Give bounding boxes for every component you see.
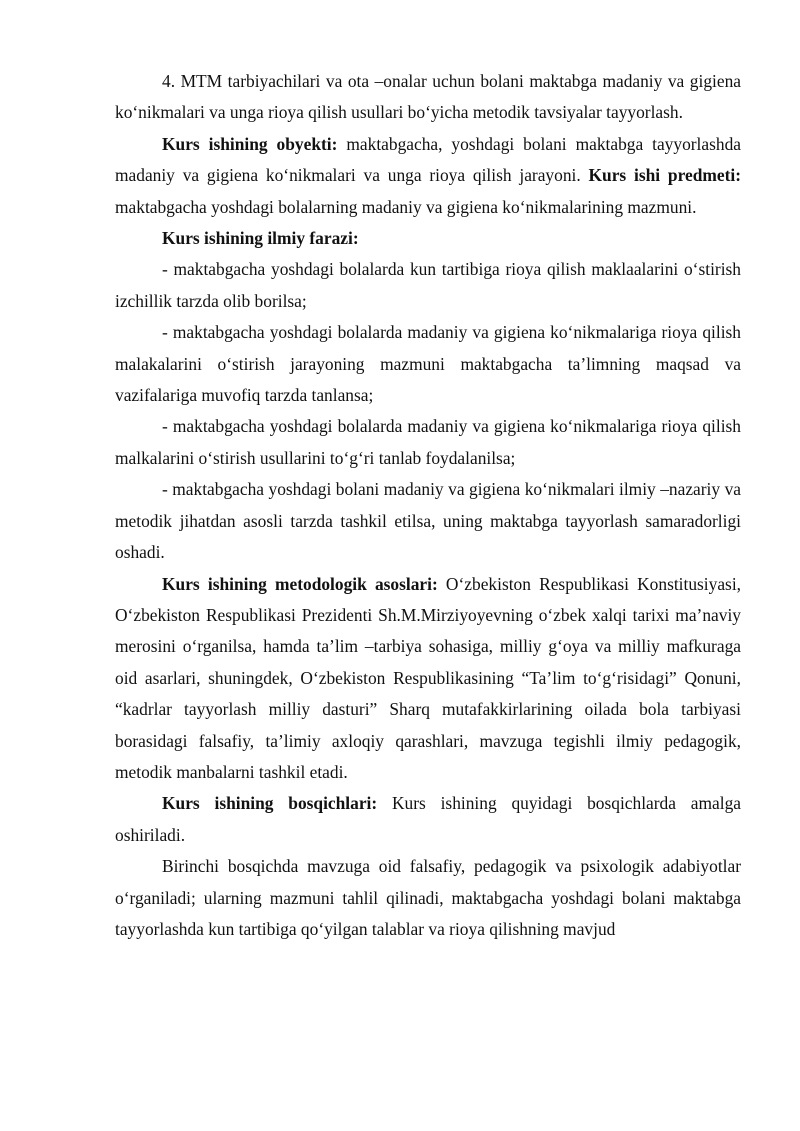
hypothesis-4-text: - maktabgacha yoshdagi bolani madaniy va gigiena ko‘nikmalari ilmiy –nazariy va metodik jihatdan asosli tarzda tashkil etilsa, uning maktabga tayyorlash samaradorligi oshadi. bbox=[115, 479, 741, 563]
paragraph-first-stage bbox=[115, 851, 741, 945]
paragraph-hypothesis-3 bbox=[115, 411, 741, 474]
paragraph-hypothesis-4 bbox=[115, 474, 741, 568]
paragraph-hypothesis-1 bbox=[115, 254, 741, 317]
hypothesis-1-text: - maktabgacha yoshdagi bolalarda kun tartibiga rioya qilish maklaalarini o‘stirish izchillik tarzda olib borilsa; bbox=[115, 259, 741, 311]
first-stage-text: Birinchi bosqichda mavzuga oid falsafiy, pedagogik va psixologik adabiyotlar o‘rganiladi; ularning mazmuni tahlil qilinadi, maktabgacha yoshdagi bolani maktabga tayyorlashda kun tartibiga qo‘yilgan talablar va rioya qilishning mavjud bbox=[115, 856, 741, 939]
methodology-label: Kurs ishining metodologik asoslari: bbox=[162, 573, 438, 594]
document-page bbox=[115, 66, 741, 945]
hypothesis-3-text: - maktabgacha yoshdagi bolalarda madaniy va gigiena ko‘nikmalariga rioya qilish malkalarini o‘stirish usullarini to‘g‘ri tanlab foydalanilsa; bbox=[115, 416, 741, 468]
paragraph-methodology bbox=[115, 569, 741, 789]
subject-text: maktabgacha yoshdagi bolalarning madaniy va gigiena ko‘nikmalarining mazmuni. bbox=[115, 196, 697, 217]
subject-label: Kurs ishi predmeti: bbox=[588, 165, 741, 186]
stages-text: Kurs ishining quyidagi bosqichlarda amalga oshiriladi. bbox=[115, 793, 741, 845]
object-text: maktabgacha, yoshdagi bolani maktabga tayyorlashda madaniy va gigiena ko‘nikmalari va unga rioya qilish jarayoni. bbox=[115, 133, 741, 186]
paragraph-object-subject bbox=[115, 129, 741, 223]
object-label: Kurs ishining obyekti: bbox=[162, 133, 338, 154]
hypothesis-2-text: - maktabgacha yoshdagi bolalarda madaniy va gigiena ko‘nikmalariga rioya qilish malakalarini o‘stirish jarayoning mazmuni maktabgacha ta’limning maqsad va vazifalariga muvofiq tarzda tanlansa; bbox=[115, 322, 741, 406]
task-4-text: 4. MTM tarbiyachilari va ota –onalar uchun bolani maktabga madaniy va gigiena ko‘nikmalari va unga rioya qilish usullari bo‘yicha metodik tavsiyalar tayyorlash. bbox=[115, 71, 741, 123]
paragraph-hypothesis-heading bbox=[115, 223, 741, 254]
paragraph-hypothesis-2 bbox=[115, 317, 741, 411]
paragraph-task-4 bbox=[115, 66, 741, 129]
methodology-text: O‘zbekiston Respublikasi Konstitusiyasi, O‘zbekiston Respublikasi Prezidenti Sh.M.Mirziyoyevning o‘zbek xalqi tarixi ma’naviy merosini o‘rganilsa, hamda ta’lim –tarbiya sohasiga, milliy g‘oya va milliy mafkuraga oid asarlari, shuningdek, O‘zbekiston Respublikasining “Ta’lim to‘g‘risidagi” Qonuni, “kadrlar tayyorlash milliy dasturi” Sharq mutafakkirlarining oilada bola tarbiyasi borasidagi falsafiy, ta’limiy axloqiy qarashlari, mavzuga tegishli ilmiy pedagogik, metodik manbalarni tashkil etadi. bbox=[115, 573, 741, 782]
stages-label: Kurs ishining bosqichlari: bbox=[162, 793, 378, 814]
hypothesis-label: Kurs ishining ilmiy farazi: bbox=[162, 228, 359, 249]
paragraph-stages bbox=[115, 788, 741, 851]
